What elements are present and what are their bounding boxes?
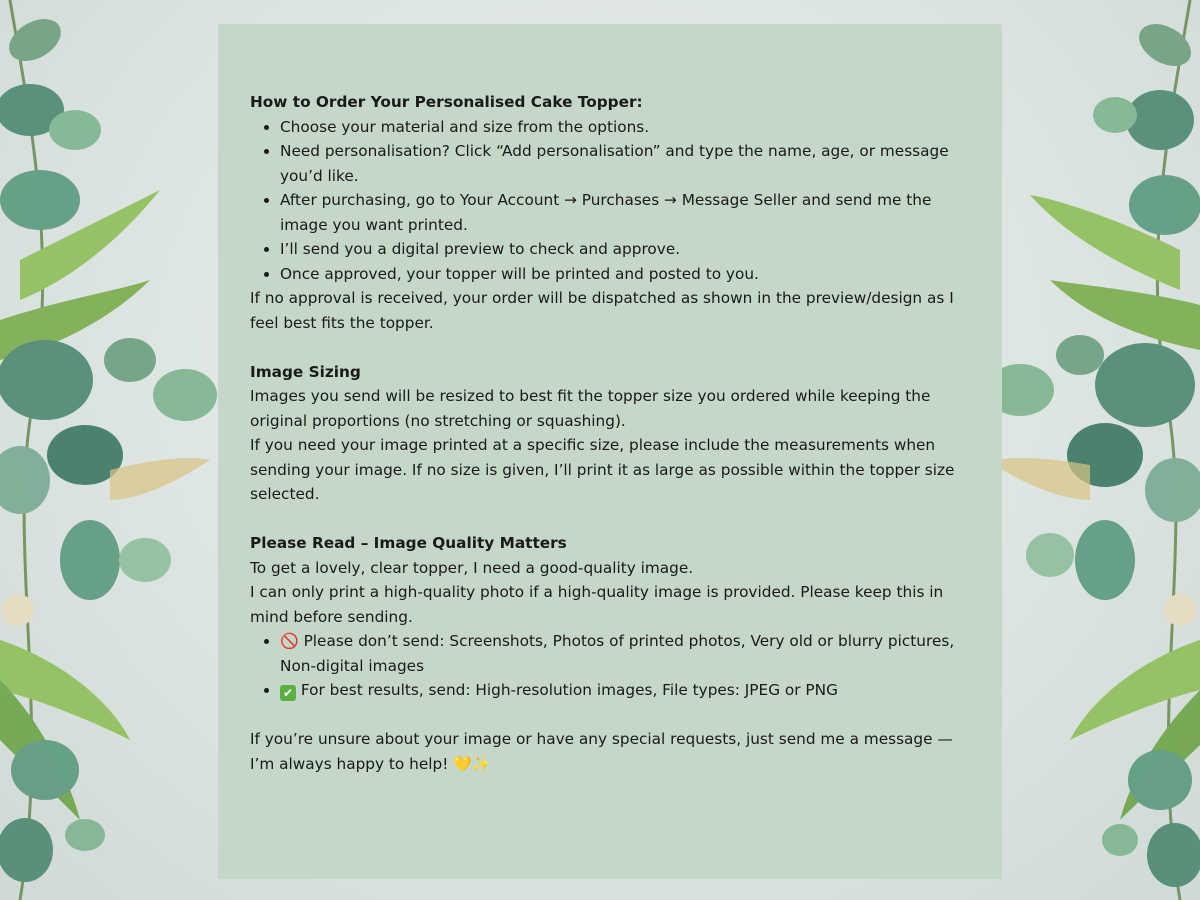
check-mark-icon: ✔ <box>280 685 296 701</box>
quality-paragraph-1: To get a lovely, clear topper, I need a good-quality image. <box>250 558 694 577</box>
sizing-heading: Image Sizing <box>250 362 361 381</box>
quality-paragraph-2: I can only print a high-quality photo if a high-quality image is provided. Please keep this in mind before sending. <box>250 583 944 626</box>
instructions-content <box>250 90 970 776</box>
approval-note: If no approval is received, your order will be dispatched as shown in the preview/design as I feel best fits the topper. <box>250 289 954 332</box>
closing-paragraph <box>250 727 970 776</box>
prohibited-icon: 🚫 <box>280 632 299 650</box>
quality-list <box>250 629 970 703</box>
order-step: • Need personalisation? Click “Add personalisation” and type the name, age, or message you’d like. <box>280 139 970 188</box>
eucalyptus-foliage-left <box>0 0 240 900</box>
sizing-paragraph-2: If you need your image printed at a specific size, please include the measurements when sending your image. If no size is given, I’ll print it as large as possible within the topper size selected. <box>250 436 955 503</box>
order-steps-list <box>250 115 970 287</box>
do-send-item <box>280 678 970 703</box>
dont-send-text: Please don’t send: Screenshots, Photos of printed photos, Very old or blurry pictures, Non-digital images <box>280 632 955 675</box>
order-step: • Once approved, your topper will be printed and posted to you. <box>280 262 970 287</box>
dont-send-item <box>280 629 970 678</box>
order-step: • After purchasing, go to Your Account → Purchases → Message Seller and send me the image you want printed. <box>280 188 970 237</box>
do-send-text: For best results, send: High-resolution images, File types: JPEG or PNG <box>300 681 838 699</box>
quality-heading: Please Read – Image Quality Matters <box>250 534 567 552</box>
heart-sparkles-icon: 💛✨ <box>453 754 491 773</box>
order-step: • I’ll send you a digital preview to check and approve. <box>280 237 970 262</box>
sizing-paragraph-1: Images you send will be resized to best fit the topper size you ordered while keeping the original proportions (no stretching or squashing). <box>250 387 931 430</box>
order-step: • Choose your material and size from the options. <box>280 115 970 140</box>
closing-text: If you’re unsure about your image or have any special requests, just send me a message — I’m always happy to help! <box>250 730 953 773</box>
order-heading: How to Order Your Personalised Cake Topper: <box>250 93 643 111</box>
